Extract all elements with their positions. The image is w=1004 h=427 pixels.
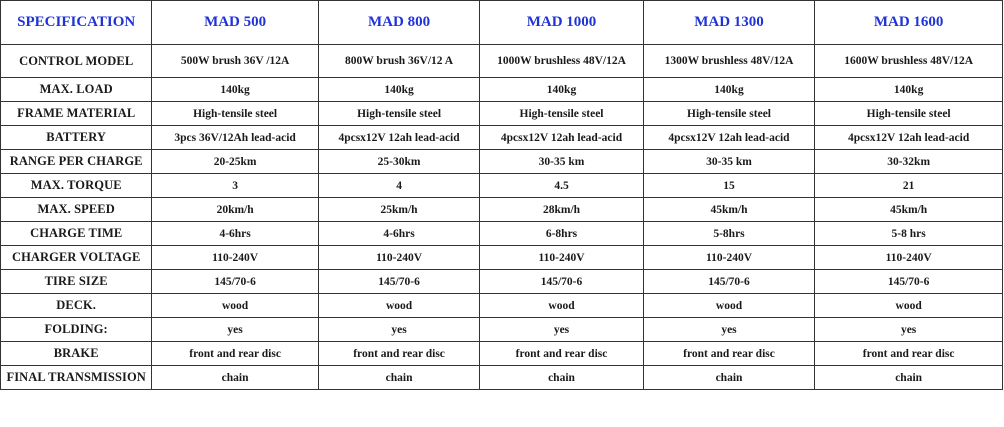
row-label: CHARGE TIME bbox=[1, 222, 152, 246]
table-cell: 45km/h bbox=[643, 198, 815, 222]
table-cell: 45km/h bbox=[815, 198, 1003, 222]
table-cell: 4 bbox=[318, 174, 479, 198]
table-cell: front and rear disc bbox=[480, 342, 643, 366]
table-cell: wood bbox=[480, 294, 643, 318]
row-frame-material bbox=[1, 102, 1003, 126]
row-charge-time bbox=[1, 222, 1003, 246]
table-cell: 145/70-6 bbox=[815, 270, 1003, 294]
table-cell: 1000W brushless 48V/12A bbox=[480, 45, 643, 78]
table-cell: 140kg bbox=[318, 78, 479, 102]
row-final-transmission bbox=[1, 366, 1003, 390]
row-label: DECK. bbox=[1, 294, 152, 318]
row-label: RANGE PER CHARGE bbox=[1, 150, 152, 174]
table-cell: 140kg bbox=[643, 78, 815, 102]
row-label: MAX. TORQUE bbox=[1, 174, 152, 198]
table-cell: High-tensile steel bbox=[643, 102, 815, 126]
table-cell: 21 bbox=[815, 174, 1003, 198]
table-cell: 4-6hrs bbox=[152, 222, 318, 246]
table-cell: 110-240V bbox=[480, 246, 643, 270]
row-max-torque bbox=[1, 174, 1003, 198]
table-cell: 145/70-6 bbox=[152, 270, 318, 294]
table-cell: 20-25km bbox=[152, 150, 318, 174]
table-cell: 5-8hrs bbox=[643, 222, 815, 246]
table-cell: 4pcsx12V 12ah lead-acid bbox=[318, 126, 479, 150]
row-label: TIRE SIZE bbox=[1, 270, 152, 294]
table-cell: 500W brush 36V /12A bbox=[152, 45, 318, 78]
table-cell: wood bbox=[318, 294, 479, 318]
row-range-per-charge bbox=[1, 150, 1003, 174]
table-cell: front and rear disc bbox=[643, 342, 815, 366]
table-cell: 800W brush 36V/12 A bbox=[318, 45, 479, 78]
table-cell: High-tensile steel bbox=[318, 102, 479, 126]
table-body bbox=[1, 45, 1003, 390]
table-cell: wood bbox=[643, 294, 815, 318]
table-cell: chain bbox=[318, 366, 479, 390]
row-control-model bbox=[1, 45, 1003, 78]
model-header-mad-500: MAD 500 bbox=[152, 1, 318, 45]
model-header-mad-1000: MAD 1000 bbox=[480, 1, 643, 45]
row-label: MAX. SPEED bbox=[1, 198, 152, 222]
table-cell: yes bbox=[152, 318, 318, 342]
table-cell: 20km/h bbox=[152, 198, 318, 222]
table-cell: chain bbox=[152, 366, 318, 390]
row-folding bbox=[1, 318, 1003, 342]
table-cell: 4-6hrs bbox=[318, 222, 479, 246]
model-header-mad-800: MAD 800 bbox=[318, 1, 479, 45]
row-charger-voltage bbox=[1, 246, 1003, 270]
row-label: MAX. LOAD bbox=[1, 78, 152, 102]
table-cell: 110-240V bbox=[815, 246, 1003, 270]
table-cell: 140kg bbox=[815, 78, 1003, 102]
table-cell: 4pcsx12V 12ah lead-acid bbox=[480, 126, 643, 150]
row-label: FOLDING: bbox=[1, 318, 152, 342]
table-cell: 110-240V bbox=[152, 246, 318, 270]
model-header-mad-1600: MAD 1600 bbox=[815, 1, 1003, 45]
row-battery bbox=[1, 126, 1003, 150]
row-label: CHARGER VOLTAGE bbox=[1, 246, 152, 270]
row-tire-size bbox=[1, 270, 1003, 294]
model-header-mad-1300: MAD 1300 bbox=[643, 1, 815, 45]
table-cell: 5-8 hrs bbox=[815, 222, 1003, 246]
row-label: BATTERY bbox=[1, 126, 152, 150]
table-cell: 15 bbox=[643, 174, 815, 198]
table-cell: front and rear disc bbox=[815, 342, 1003, 366]
table-cell: yes bbox=[643, 318, 815, 342]
row-deck bbox=[1, 294, 1003, 318]
table-cell: 145/70-6 bbox=[318, 270, 479, 294]
table-cell: 25km/h bbox=[318, 198, 479, 222]
table-cell: front and rear disc bbox=[152, 342, 318, 366]
row-label: FRAME MATERIAL bbox=[1, 102, 152, 126]
table-cell: 110-240V bbox=[643, 246, 815, 270]
table-cell: 3 bbox=[152, 174, 318, 198]
table-cell: 30-32km bbox=[815, 150, 1003, 174]
row-label: FINAL TRANSMISSION bbox=[1, 366, 152, 390]
table-cell: High-tensile steel bbox=[152, 102, 318, 126]
header-row bbox=[1, 1, 1003, 45]
table-cell: 145/70-6 bbox=[643, 270, 815, 294]
table-cell: 28km/h bbox=[480, 198, 643, 222]
table-cell: wood bbox=[815, 294, 1003, 318]
row-label: CONTROL MODEL bbox=[1, 45, 152, 78]
table-cell: 3pcs 36V/12Ah lead-acid bbox=[152, 126, 318, 150]
table-cell: 1300W brushless 48V/12A bbox=[643, 45, 815, 78]
table-cell: 145/70-6 bbox=[480, 270, 643, 294]
row-max-load bbox=[1, 78, 1003, 102]
table-cell: 140kg bbox=[480, 78, 643, 102]
row-label: BRAKE bbox=[1, 342, 152, 366]
table-cell: wood bbox=[152, 294, 318, 318]
table-cell: 6-8hrs bbox=[480, 222, 643, 246]
table-cell: yes bbox=[815, 318, 1003, 342]
row-brake bbox=[1, 342, 1003, 366]
table-cell: yes bbox=[480, 318, 643, 342]
table-cell: chain bbox=[815, 366, 1003, 390]
table-cell: 140kg bbox=[152, 78, 318, 102]
table-header bbox=[1, 1, 1003, 45]
table-cell: 30-35 km bbox=[643, 150, 815, 174]
table-cell: 4pcsx12V 12ah lead-acid bbox=[643, 126, 815, 150]
table-cell: 110-240V bbox=[318, 246, 479, 270]
table-cell: chain bbox=[480, 366, 643, 390]
table-cell: 25-30km bbox=[318, 150, 479, 174]
table-cell: 1600W brushless 48V/12A bbox=[815, 45, 1003, 78]
table-cell: front and rear disc bbox=[318, 342, 479, 366]
table-cell: 4.5 bbox=[480, 174, 643, 198]
table-cell: chain bbox=[643, 366, 815, 390]
table-cell: High-tensile steel bbox=[480, 102, 643, 126]
table-cell: yes bbox=[318, 318, 479, 342]
table-cell: 30-35 km bbox=[480, 150, 643, 174]
spec-header-cell: SPECIFICATION bbox=[1, 1, 152, 45]
table-cell: 4pcsx12V 12ah lead-acid bbox=[815, 126, 1003, 150]
row-max-speed bbox=[1, 198, 1003, 222]
table-cell: High-tensile steel bbox=[815, 102, 1003, 126]
